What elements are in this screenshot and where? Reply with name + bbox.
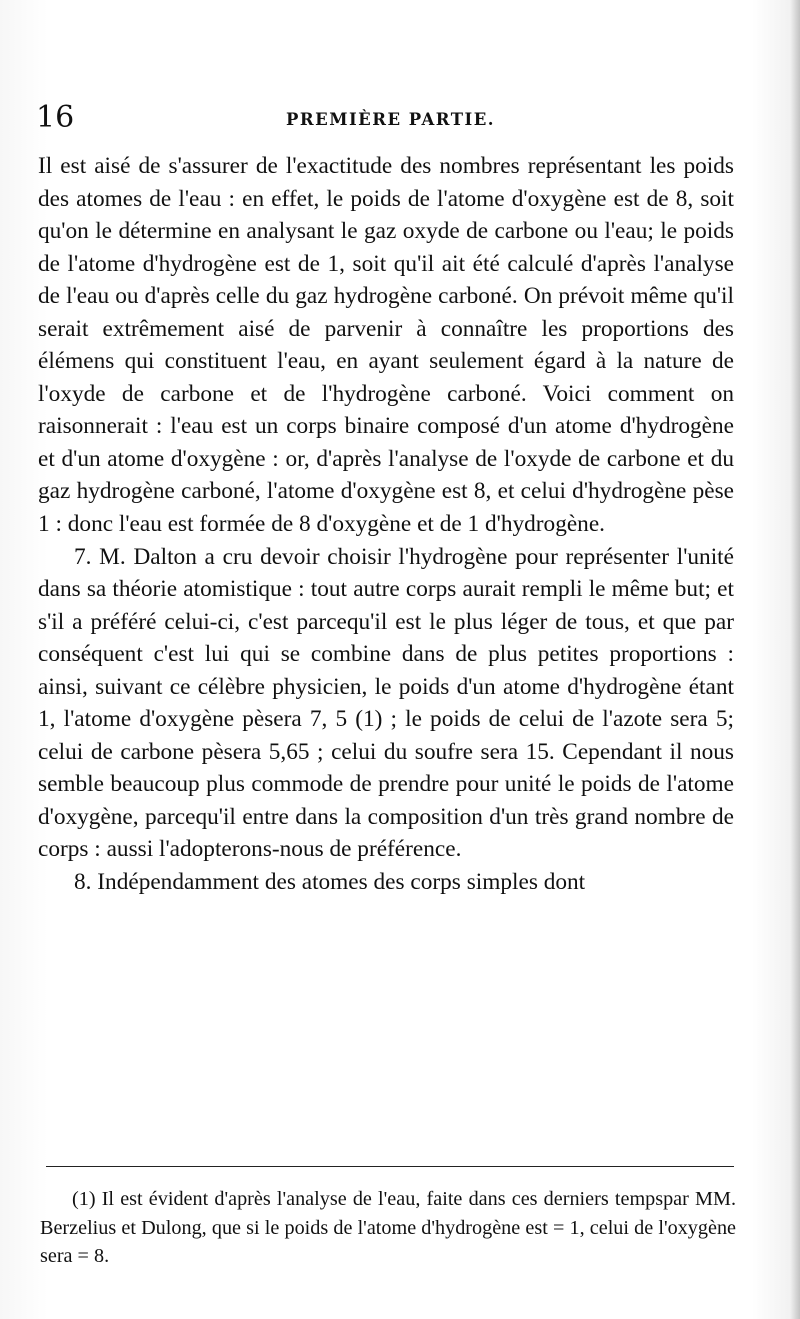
page-header (36, 100, 736, 140)
paragraph: 8. Indépendamment des atomes des corps simples dont (74, 869, 586, 896)
paragraph: 7. M. Dalton a cru devoir choisir l'hydrogène pour représenter l'unité dans sa théorie atomistique : tout autre corps aurait rempli le même but; et s'il a préféré celui-ci, c'est parcequ'il est le plus léger de tous, et que par conséquent c'est lui qui se combine dans de plus petites proportions : ainsi, suivant ce célèbre physicien, le poids d'un atome d'hydrogène étant 1, l'atome d'oxygène pèsera 7, 5 (1) ; le poids de celui de l'azote sera 5; celui de carbone pèsera 5,65 ; celui du soufre sera 15. Cependant il nous semble beaucoup plus commode de prendre pour unité le poids de l'atome d'oxygène, parcequ'il entre dans la composition d'un très grand nombre de corps : aussi l'adopterons-nous de préférence. (38, 543, 734, 863)
running-head: PREMIÈRE PARTIE. (286, 110, 496, 129)
page-number: 16 (36, 100, 75, 135)
footnote (40, 1185, 736, 1271)
footnote-text: (1) Il est évident d'après l'analyse de l'eau, faite dans ces derniers tempspar MM. Berzelius et Dulong, que si le poids de l'atome d'hydrogène est = 1, celui de l'oxygène sera = 8. (40, 1188, 736, 1267)
body-text (38, 150, 734, 899)
paragraph: Il est aisé de s'assurer de l'exactitude des nombres représentant les poids des atomes de l'eau : en effet, le poids de l'atome d'oxygène est de 8, soit qu'on le détermine en analysant le gaz oxyde de carbone ou l'eau; le poids de l'atome d'hydrogène est de 1, soit qu'il ait été calculé d'après l'analyse de l'eau ou d'après celle du gaz hydrogène carboné. On prévoit même qu'il serait extrêmement aisé de parvenir à connaître les proportions des élémens qui constituent l'eau, en ayant seulement égard à la nature de l'oxyde de carbone et de l'hydrogène carboné. Voici comment on raisonnerait : l'eau est un corps binaire composé d'un atome d'hydrogène et d'un atome d'oxygène : or, d'après l'analyse de l'oxyde de carbone et du gaz hydrogène carboné, l'atome d'oxygène est 8, et celui d'hydrogène pèse 1 : donc l'eau est formée de 8 d'oxygène et de 1 d'hydrogène. (38, 153, 734, 538)
page-edge-shadow (790, 0, 800, 1319)
footnote-divider (46, 1166, 734, 1167)
